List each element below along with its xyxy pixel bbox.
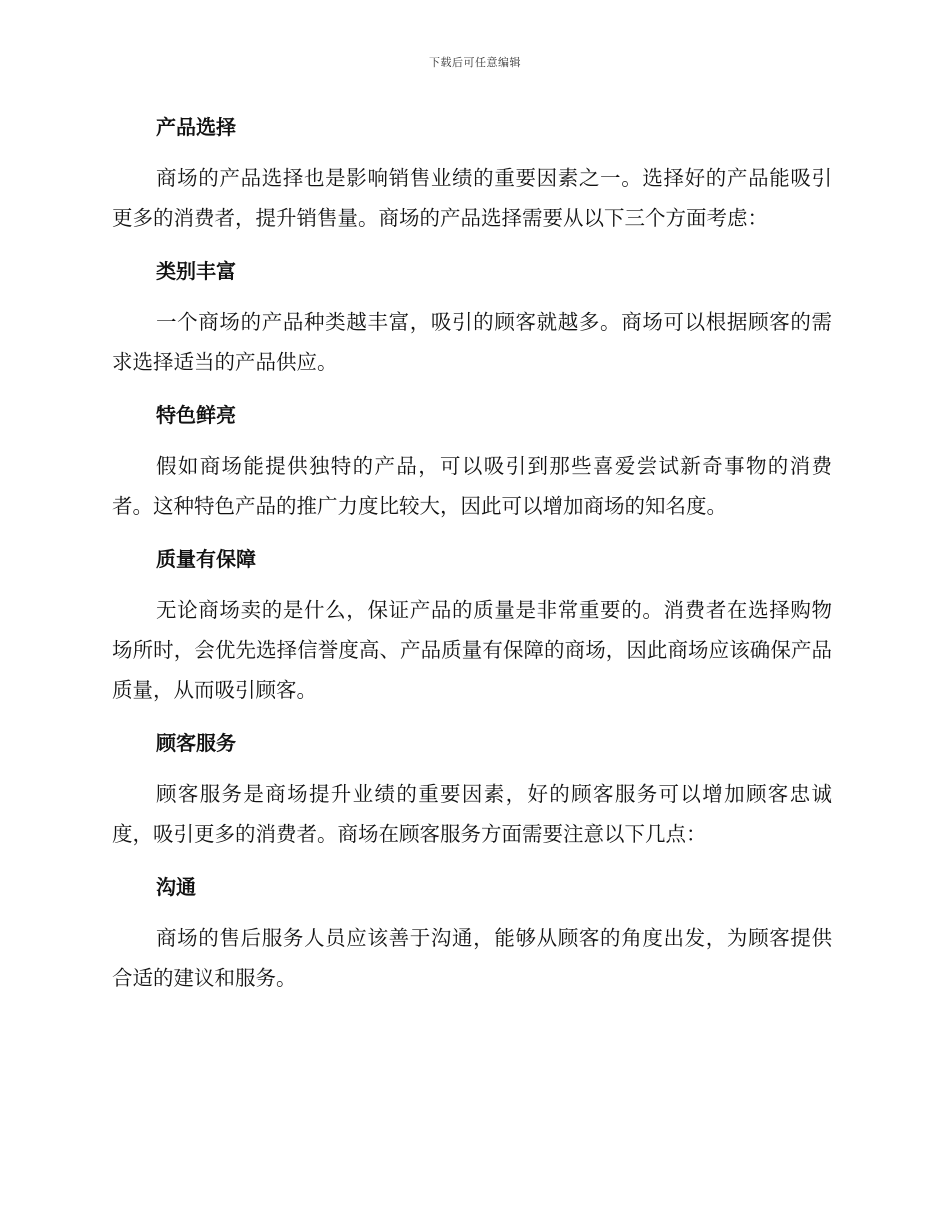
section-heading: 顾客服务 (156, 731, 236, 755)
section-paragraph: 商场的产品选择也是影响销售业绩的重要因素之一。选择好的产品能吸引更多的消费者，提升销售量。商场的产品选择需要从以下三个方面考虑： (112, 166, 832, 230)
section-paragraph: 一个商场的产品种类越丰富，吸引的顾客就越多。商场可以根据顾客的需求选择适当的产品供应。 (112, 310, 832, 374)
section-paragraph: 商场的售后服务人员应该善于沟通，能够从顾客的角度出发，为顾客提供合适的建议和服务。 (112, 926, 832, 990)
section-distinct-features (112, 396, 832, 526)
section-heading: 质量有保障 (156, 547, 256, 571)
section-heading: 产品选择 (156, 115, 236, 139)
section-communication (112, 868, 832, 998)
section-paragraph: 假如商场能提供独特的产品，可以吸引到那些喜爱尝试新奇事物的消费者。这种特色产品的推广力度比较大，因此可以增加商场的知名度。 (112, 454, 832, 518)
section-quality-assured (112, 540, 832, 710)
section-paragraph: 无论商场卖的是什么，保证产品的质量是非常重要的。消费者在选择购物场所时，会优先选择信誉度高、产品质量有保障的商场，因此商场应该确保产品质量，从而吸引顾客。 (112, 598, 832, 702)
page-header: 下载后可任意编辑 (429, 56, 521, 69)
section-rich-categories (112, 252, 832, 382)
section-customer-service (112, 724, 832, 854)
section-heading: 特色鲜亮 (156, 403, 236, 427)
section-product-selection (112, 108, 832, 238)
section-heading: 沟通 (156, 875, 196, 899)
section-heading: 类别丰富 (156, 259, 236, 283)
section-paragraph: 顾客服务是商场提升业绩的重要因素，好的顾客服务可以增加顾客忠诚度，吸引更多的消费者。商场在顾客服务方面需要注意以下几点： (112, 782, 832, 846)
document-body (112, 108, 832, 1012)
